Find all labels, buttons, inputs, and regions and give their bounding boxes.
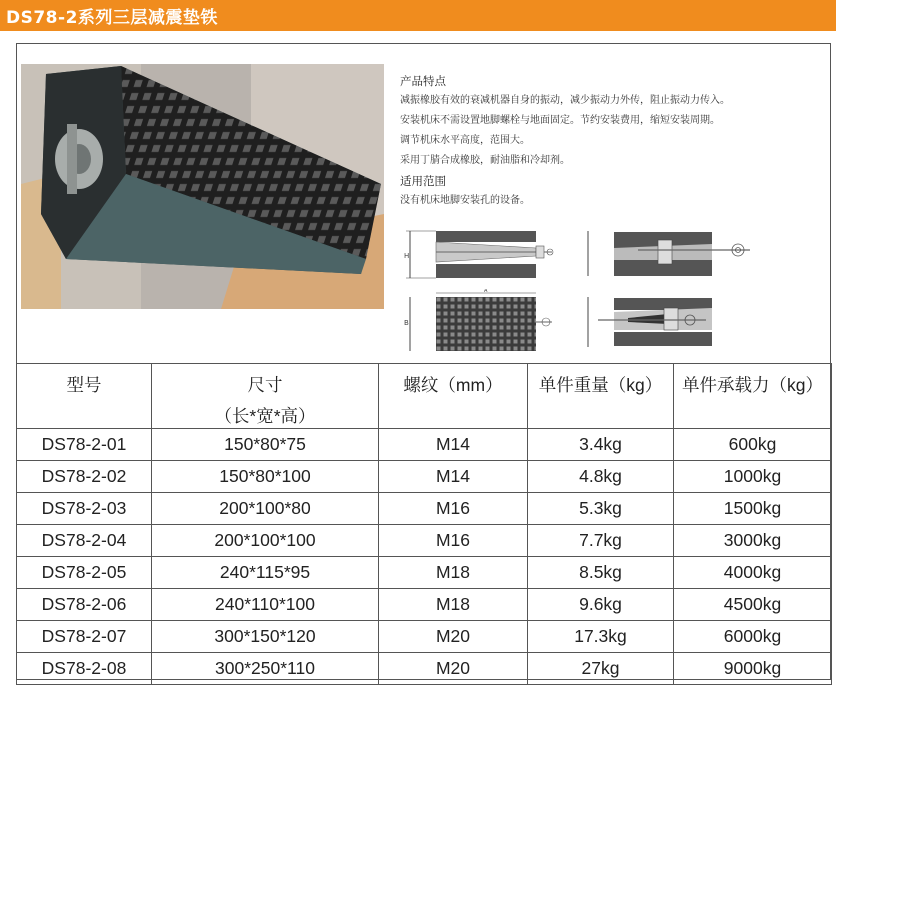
capacity-cell: 600kg (674, 429, 832, 461)
thread-cell: M18 (379, 589, 528, 621)
column-header (152, 364, 379, 429)
capacity-cell: 4000kg (674, 557, 832, 589)
model-cell: DS78-2-04 (17, 525, 152, 557)
size-cell: 300*250*110 (152, 653, 379, 685)
table-row (17, 621, 832, 653)
thread-cell: M14 (379, 461, 528, 493)
column-header-text: 单件重量（kg） (538, 375, 663, 395)
spec-table (16, 363, 832, 685)
scope-text: 没有机床地脚安装孔的设备。 (400, 195, 530, 206)
table-body (17, 429, 832, 685)
thread-cell: M16 (379, 493, 528, 525)
model-cell: DS78-2-03 (17, 493, 152, 525)
capacity-cell: 4500kg (674, 589, 832, 621)
column-header-text: 螺纹（mm） (403, 375, 503, 395)
weight-cell: 3.4kg (528, 429, 674, 461)
model-cell: DS78-2-08 (17, 653, 152, 685)
size-cell: 300*150*120 (152, 621, 379, 653)
dim-h-label: H (404, 252, 410, 260)
model-cell: DS78-2-01 (17, 429, 152, 461)
table-row (17, 525, 832, 557)
weight-cell: 27kg (528, 653, 674, 685)
feature-item: 减振橡胶有效的衰减机器自身的振动，减少振动力外传，阻止振动力传入。 (400, 95, 730, 106)
capacity-cell: 1000kg (674, 461, 832, 493)
thread-cell: M16 (379, 525, 528, 557)
page-title: DS78-2系列三层减震垫铁 (6, 8, 218, 28)
thread-cell: M14 (379, 429, 528, 461)
size-cell: 200*100*100 (152, 525, 379, 557)
features-heading: 产品特点 (400, 74, 446, 88)
size-cell: 150*80*100 (152, 461, 379, 493)
feature-item: 调节机床水平高度，范围大。 (400, 135, 530, 146)
column-header (17, 364, 152, 429)
weight-cell: 8.5kg (528, 557, 674, 589)
dim-a-label: A (484, 289, 488, 294)
capacity-cell: 9000kg (674, 653, 832, 685)
diagram-section-view (578, 226, 758, 286)
header-bar (0, 0, 836, 31)
features-section (400, 71, 730, 211)
feature-item: 安装机床不需设置地脚螺栓与地面固定。节约安装费用，缩短安装周期。 (400, 115, 720, 126)
frame-top-border (16, 43, 806, 44)
column-header-text: 单件承载力（kg） (682, 375, 823, 395)
weight-cell: 7.7kg (528, 525, 674, 557)
table-row (17, 461, 832, 493)
weight-cell: 17.3kg (528, 621, 674, 653)
capacity-cell: 6000kg (674, 621, 832, 653)
capacity-cell: 3000kg (674, 525, 832, 557)
model-cell: DS78-2-07 (17, 621, 152, 653)
table-header-row (17, 364, 832, 429)
column-header (379, 364, 528, 429)
feature-item: 采用丁腈合成橡胶，耐油脂和冷却剂。 (400, 155, 570, 166)
model-cell: DS78-2-06 (17, 589, 152, 621)
table-row (17, 589, 832, 621)
product-photo (21, 64, 384, 309)
table-row (17, 653, 832, 685)
weight-cell: 4.8kg (528, 461, 674, 493)
size-cell: 200*100*80 (152, 493, 379, 525)
column-header-text: 尺寸 (247, 375, 283, 395)
size-cell: 240*115*95 (152, 557, 379, 589)
thread-cell: M20 (379, 653, 528, 685)
model-cell: DS78-2-05 (17, 557, 152, 589)
column-header (528, 364, 674, 429)
table-row (17, 493, 832, 525)
size-cell: 150*80*75 (152, 429, 379, 461)
table-row (17, 557, 832, 589)
capacity-cell: 1500kg (674, 493, 832, 525)
diagram-adjust-view (578, 292, 738, 352)
diagram-top-view (400, 289, 560, 355)
weight-cell: 5.3kg (528, 493, 674, 525)
thread-cell: M18 (379, 557, 528, 589)
scope-heading: 适用范围 (400, 174, 446, 188)
model-cell: DS78-2-02 (17, 461, 152, 493)
diagram-front-view (400, 226, 560, 286)
column-header (674, 364, 832, 429)
column-header-text: 型号 (66, 375, 102, 395)
thread-cell: M20 (379, 621, 528, 653)
table-row (17, 429, 832, 461)
weight-cell: 9.6kg (528, 589, 674, 621)
column-header-subtext: （长*宽*高） (214, 406, 316, 426)
size-cell: 240*110*100 (152, 589, 379, 621)
dim-b-label: B (404, 319, 409, 327)
